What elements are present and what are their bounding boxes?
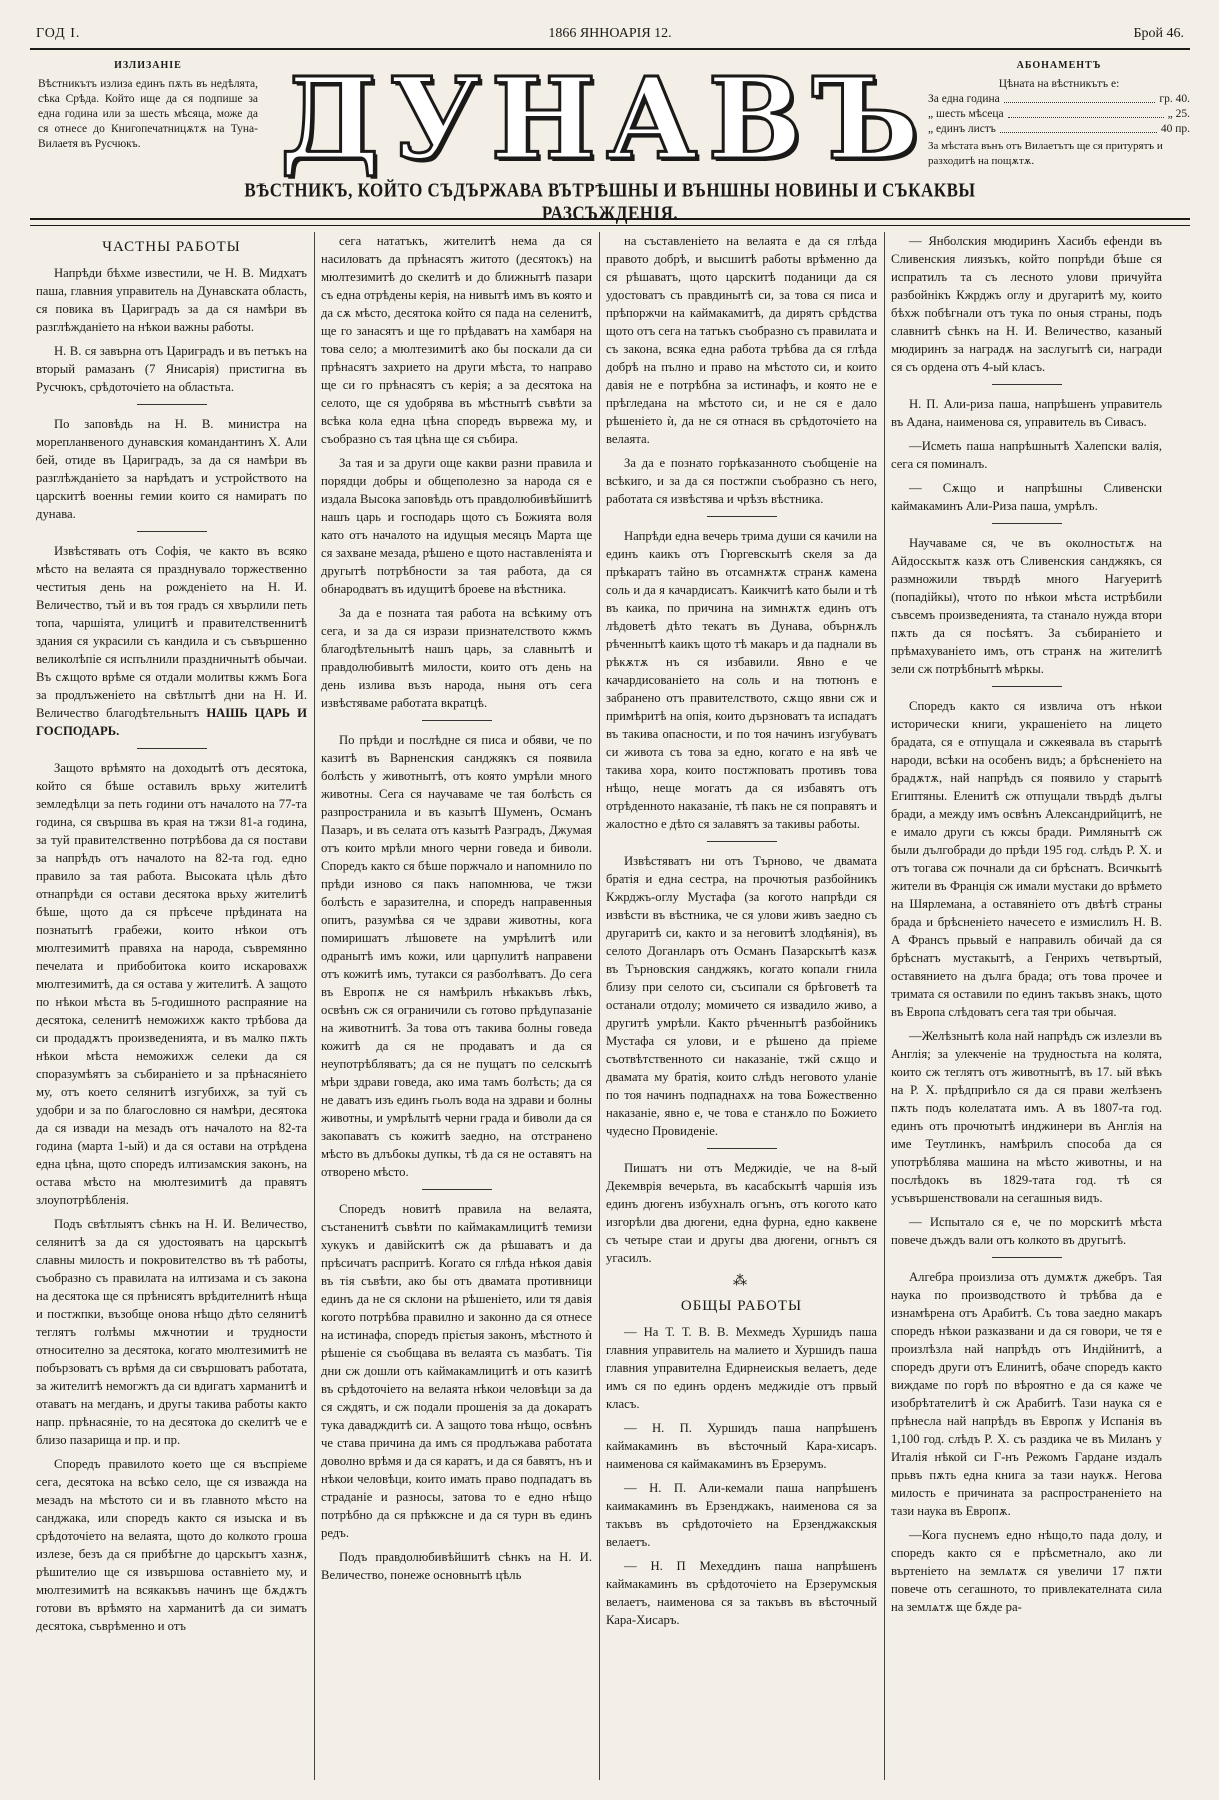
article-divider	[707, 841, 777, 842]
article-divider	[137, 531, 207, 532]
article-paragraph: Алгебра произлиза отъ думѫтѫ джебръ. Тая наука по производството ѝ трѣбва да е изнамѣрена отъ Арабитѣ. Съ това заедно макаръ споредъ нѣкои разказвани и да ся говори, че тя е произлѣзла най напрѣдъ отъ Индійнитѣ, а споредъ други отъ Елинитѣ, обаче споредъ както виждаме по горѣ по вѣроятно е да ся каже че изобрѣтателитѣ ѝ сж Арабитѣ. Тази наука ся е прѣнесла най напрѣдъ въ Европѫ у Испанія въ 1,100 год. слѣдъ Р. Х. съ раздика че въ Миланъ у Италія нѣкой си Г-нъ Режомъ Гардане издалъ прьвъ пѫть една книга за тази наукѫ. Негова милость е причината за распространеніето на тази наука въ Европѫ.	[891, 1270, 1162, 1518]
article-divider	[422, 1189, 492, 1190]
article-paragraph: Споредъ новитѣ правила на велаята, състаненитѣ съвѣти по каймакамлицитѣ темизи хукукъ и давійскитѣ сж да рѣшаватъ и да прѣсичатъ распритѣ. Когато ся глѣда нѣкоя давія въ тія съвѣти, ако бы отъ двамата противници единъ да не ся склони на рѣшеніето, или тя давія когото потрѣбва правилно и законно да ся отнесе на истинафа, споредъ прієтыя законъ, мѣстното ѝ рѣшеніе ся съобщава въ велаята съ мазбатъ. Тія дни сж дошли отъ каймакамлицитѣ и отъ казитѣ въ срѣдоточіето на велаята нѣкои человѣци за да ся сждятъ, и сж подали прошенія за да докаратъ тука давадждитѣ си. А защото това нѣщо, освѣнъ че става причина да имъ ся продлъжава работата доволно врѣмя и да ся каратъ, и да ся бавятъ, нъ и нѣкои человѣци, които имать право подпадатъ въ страданіе и разносы, затова то е едно нѣщо потрѣбно да ся прѣкжсне и да ся турн въ единъ редъ.	[321, 1202, 592, 1540]
article-divider	[707, 516, 777, 517]
article-paragraph: Научаваме ся, че въ околностьтѫ на Айдосскытѫ казѫ отъ Сливенския санджякъ, ся размножили твърдѣ много Нагуеритѣ (попадійкы), чтото по нѣкои мѣста истрѣбили съвсемъ произведенията, та станало нужда втори пѫть да ся посѣятъ. За събираніето и прѣмахуваніето имъ, отъ странѫ на жителитѣ зели сж потрѣбнытѣ мѣркы.	[891, 536, 1162, 676]
article-paragraph: Подъ правдолюбивѣйшитѣ сѣнкъ на Н. И. Величество, понеже основнытѣ цѣль	[321, 1550, 592, 1582]
article-divider	[992, 523, 1062, 524]
article-paragraph: — Н. П. Хуршидъ паша напрѣшенъ каймакаминъ въ вѣсточный Кара-хисаръ. наименова ся каймакаминъ въ Ерзерумъ.	[606, 1421, 877, 1471]
article-divider	[992, 384, 1062, 385]
article-paragraph: По заповѣдь на Н. В. министра на морепланвеного дунавския командантинъ Х. Али бей, отиде въ Цариградъ, за да ся намѣри въ разглѣжданіето за нарѣдатъ и устройството на царскитѣ военны гемии които ся намиратъ по дунава.	[36, 417, 307, 521]
article-paragraph: Н. В. ся завърна отъ Цариградъ и въ петъкъ на вторый рамазанъ (7 Янисарія) пристигна въ Русчюкъ, срѣдоточіето на областьта.	[36, 344, 307, 394]
article-paragraph: Защото врѣмято на доходытѣ отъ десятока, който ся бѣше оставилъ врьху жителитѣ земледѣлци за петь години отъ началото на 77-та година, ся свършва въ края на тжзи 81-а година, за туй правителственно потрѣбова да ся постави за напрѣдъ отъ началото на 82-та год. едно правило за тая работа. Высоката цѣль дѣто отнапрѣди ся остави десятока врьху жителитѣ бѣше, щото да ся прѣсече прѣдината на познатытѣ грабежи, които нѣкои отъ мюлтезимитѣ правяха на народа, съвремянно печелата и прибобитока които искаровахж мюлтезимитѣ, да ся остава у жителитѣ. А защото по нѣкои мѣста въ 5-годишното распраяние на десятока, селенитѣ неможихж както трѣбова да си продадѫтъ произведенията, и въ малко пѫть нѣкои мѣста неможихж селеки да ся споразумѣятъ за събираніето и за прѣнасяніето му, отъ което селянитѣ изгубихж, за туй съ удобри и за по благословно ся намѣри, десятока да ся извади на мезадъ отъ началото на 82-та година (марта 1-ый) и да ся остави на отрѣдена една цѣна, щото споредъ илтизамския законъ, на остава мѣсто на мюлтезимитѣ да правятъ злоупотрѣбленія.	[36, 761, 307, 1207]
publishing-text: Вѣстникътъ излиза единъ пѫть въ недѣлята, сѣка Срѣда. Който ище да ся подпише за една година или за шесть мѣсяца, може да ся отнесе до Книгопечатницѫтѫ на Туна-Вилаетя въ Русчюкъ.	[38, 78, 258, 150]
article-paragraph: Пишатъ ни отъ Меджидіе, че на 8-ый Декемврія вечерьта, въ касабскытѣ чаршія изъ единъ дюгенъ избухналъ огънъ, отъ когото като изгорѣли два дюгени, една фурна, едно каквене съ четыре стаи и другы два дюгени, огньтъ ся угасилъ.	[606, 1161, 877, 1265]
section-title-public: ОБЩЫ РАБОТЫ	[680, 1298, 803, 1314]
subscription-info	[928, 58, 1190, 169]
article-divider	[992, 686, 1062, 687]
column-4	[891, 232, 1162, 1780]
issue-date: 1866 ЯННОАРІЯ 12.	[548, 26, 672, 41]
article-paragraph: Напрѣди бѣхме известили, че Н. В. Мидхатъ паша, главния управитель на Дунавската область, ся повика въ Цариградъ за да ся намѣри въ разглѣжданіето на нѣкои важны работы.	[36, 266, 307, 334]
subscription-row: За една година гр. 40.	[928, 93, 1190, 105]
article-paragraph: Извѣстяватъ ни отъ Търново, че двамата братія и една сестра, на прочютыя разбойникъ Кжрджъ-оглу Мустафа (за когото напрѣди ся извѣсти въ вѣстника, че ся улови живъ заедно съ другаритѣ си, както и за неговитѣ злодѣянія), въ селото Доганларъ отъ Османъ Пазарскытѣ казѫ въ Търновския санджякъ, когато копали гнила близу при селото си, съсипали ся брѣговетѣ та останали отдолу; момичето ся извадило живо, а другитѣ умрѣли. Както рѣченнытѣ разбойникъ Мустафа ся улови, и е рѣшено да пріеме съотвѣтственното си наказаніе, тжй сѫщо и двамата му братія, които слѣдъ неговото уланіе по тоя начинъ подпаднахѫ на това Божественно наказаніе, явно е, че това е станѫло по Божието чудесно Провиденіе.	[606, 854, 877, 1138]
column-rule	[599, 232, 600, 1780]
volume-year: ГОД I.	[36, 26, 81, 41]
article-paragraph: — Н. П. Али-кемали паша напрѣшенъ каимакаминъ въ Ерзенджакъ, наименова ся за такъвъ въ срѣдоточіето на Ерзенджакскыя велаетъ.	[606, 1481, 877, 1549]
article-paragraph: Н. П. Али-риза паша, напрѣшенъ управитель въ Адана, наименова ся, управитель въ Сивасъ.	[891, 397, 1162, 429]
article-paragraph: За да е позната тая работа на всѣкиму отъ сега, и за да ся изрази признателството кжмъ благодѣтельнытѣ нашъ царь, за славнытѣ и правдолюбивытѣ милости, които отъ день на день излива възъ народа, ныня отъ сега извѣстяваме работата вкратцѣ.	[321, 606, 592, 710]
article-divider	[137, 404, 207, 405]
article-paragraph: — Сѫщо и напрѣшны Сливенски каймакаминъ Али-Риза паша, умрѣлъ.	[891, 481, 1162, 513]
masthead-tagline: ВѢСТНИКЪ, КОЙТО СЪДЪРЖАВА ВЪТРѢШНЫ И ВЪНШНЫ НОВИНЫ И СЪКАКВЫ РАЗСЪЖДЕНІЯ.	[244, 179, 976, 224]
article-divider	[137, 748, 207, 749]
column-3	[606, 232, 877, 1780]
subscription-row: „ шесть мѣсеца „ 25.	[928, 108, 1190, 120]
article-paragraph: Споредъ правилото което ще ся въспріеме сега, десятока на всѣко село, ще ся изважда на мезадъ на мѣстото си и въ главното мѣсто на санджака, или споредъ както ся изыска и въ срѣдоточіето на велаята, щото до колкото гроша излезе, безъ да ся прибѣгне до царскытъ хазнѫ, рѣшителио ще ся извършова оставніето му, и мюлтезимитѣ на всякакъвъ начинъ ще бѫдѫтъ готови въ врѣмято на харманитѣ да си зиматъ десятока, съврѣменно и отъ	[36, 1457, 307, 1633]
article-paragraph: Подъ свѣтлыятъ сѣнкъ на Н. И. Величество, селянитѣ за да ся удостояватъ на царскытѣ славны милость и покровителство въ тѣ работы, съобразно съ правилата на илтизама и съ закона на десятока ще ся прѣнисятъ врѣдителнитѣ нѣща и постжпки, възобще онова нѣщо дѣто селянитѣ теглятъ голѣмы мѫчнотии и трудности относително за десятока, когато мюлтезимитѣ не побързоватъ съ врѣмя да си свършоватъ работата, за жителитѣ немогжтъ да си вдигатъ харманитѣ и отаватъ на мегданъ, и другы такива работы както напр. прѣнасяніе, то на десятока до скелитѣ че е близо пазарища и пр. и пр.	[36, 1217, 307, 1447]
publishing-heading: ИЗЛИЗАНІЕ	[114, 60, 182, 71]
article-paragraph: Извѣстявать отъ Софія, че както въ всяко мѣсто на велаята ся празднувало торжественно честитыя день на рожденіето на Н. И. Величество, тъй и въ тоя градъ ся хвърлили петь топа, чаршіята, улицитѣ и правителственнитѣ здания ся украсили съ кандила и съ съвършенно великолѣпіе ся испълнили праздничнытѣ обычаи. Въ сѫщото врѣме ся отдали молитвы кжмъ Бога за продлъженіето на свѣтлытѣ дни на Н. И. Величество благодѣтельнытъ НАШЬ ЦАРЬ И ГОСПОДАРЬ.	[36, 544, 307, 738]
subscription-intro: Цѣната на вѣстникътъ е:	[998, 78, 1120, 90]
article-paragraph: — Испытало ся е, че по морскитѣ мѣста повече дъждъ вали отъ колкото въ другытѣ.	[891, 1215, 1162, 1247]
subscription-heading: АБОНАМЕНТЪ	[1016, 60, 1102, 71]
article-paragraph: Споредъ както ся извлича отъ нѣкои исторически книги, украшеніето на лицето брадата, ся е отпущала и сжкеявала въ старытѣ народи, всѣки на особенъ видъ; а брѣсненіето на брадѫтѫ, най напрѣдъ ся появило у старытѣ Египтяны. Еленитѣ сж отпущали твърдѣ дългы бради, а между имъ освѣнъ Александрийцитѣ, не е имало други съ кжсы бради. Римлянытѣ сж были дългобради до прѣди 195 год. слѣдъ Р. Х. и отъ тогава сж почнали да си брѣснатъ. Всичкытѣ жители въ Франція сж имали мустаки до врѣмето на Шярлемана, а оставяніето отъ двѣтѣ страны брада и брѣсненіето начесето е измислилъ Н. В. А Франсъ прьвый е направилъ обичай да ся брѣснатъ мустакытѣ, а Генрихъ четвъртый, оставянието на дълга брада; отъ това прочее и тримата ся оставили по единъ такъвъ знакъ, щото въ Европа слѣдоватъ сега тая три обычая.	[891, 699, 1162, 1019]
column-rule	[884, 232, 885, 1780]
newspaper-page	[30, 22, 1190, 1782]
publishing-info	[38, 58, 258, 152]
article-paragraph: на съставленіето на велаята е да ся глѣда правото добрѣ, и высшитѣ работы врѣменно да ся рѣшаватъ, щото царскитѣ поданици да ся удостоватъ съ правдинытѣ си, за това ся писа и прѣпоржчи на каймакамитѣ, да дирятъ срѣдства щото отъ сега на татъкъ съобразно съ правилата и съ закона, всяка една работа трѣбва да ся глѣда добрѣ на пълно и право на мѣстото си, и които давія не е потрѣбна за истинафъ, и която не е прѣгледана на мѣстото си, и не ся е дало рѣшеніето ѝ, да не ся отнася въ срѣдоточіето на велаята.	[606, 234, 877, 446]
article-paragraph: — Янболския мюдиринъ Хасибъ ефенди въ Сливенския лиязъкъ, който попрѣди бѣше ся испратилъ та съ лесното улови причуйта разбойнікъ Кжрджъ оглу и другаритѣ му, които бѣхж побѣгнали отъ тука по оныя страны, подъ славнитѣ сѣнкъ на Н. И. Величество, казаный мюдиринъ за наградѫ на заслугытѣ си, награди ся съ ордена отъ 4-ый класъ.	[891, 234, 1162, 374]
column-1	[36, 232, 307, 1780]
ornament-icon: ⁂	[733, 1274, 750, 1289]
column-2	[321, 232, 592, 1780]
article-paragraph: —Желѣзнытѣ кола най напрѣдъ сж излезли въ Англія; за улекченіе на трудностьта на колята, които сж теглятъ отъ животнытѣ, въ 17. ый вѣкъ на Р. Х. прѣдприѣло ся да ся прави желѣзенъ пѫть подъ колелатата имъ. А въ 1807-та год. единъ отъ прочютытѣ инджинери въ Англія на име Теутлинкъ, намѣрилъ способа да ся употрѣблява машина на мѣсто животны, и на послѣдокъ въ 1829-тата год. тѣ ся усъвършенствовали на сегашныя видъ.	[891, 1029, 1162, 1205]
section-title-private: ЧАСТНЫ РАБОТЫ	[102, 239, 241, 255]
article-divider	[422, 720, 492, 721]
masthead-rule	[30, 218, 1190, 226]
article-paragraph: По прѣди и послѣдне ся писа и обяви, че по казитѣ въ Варненския санджякъ ся появила болѣсть у животнытѣ, отъ която умрѣли много животны. Сега ся научаваме че тая болѣсть ся разпространила и въ казытѣ Шуменъ, Османъ Пазаръ, и въ селата отъ казытѣ Разградъ, Джумая отъ които мрѣли много черни говеда и биволи. Споредъ както ся бѣше поржчало и напомнило по прѣди изново ся пакъ напомнюва, че тжзи болѣсть е заразителна, и споредъ направенныя опитъ, разумѣва ся че здрави животны, кога помиришатъ лѣшовете на умрѣлитѣ или одранытѣ имъ кожи, или царпулитѣ направени отъ кожитѣ имъ, тутакси ся разболѣватъ. До сега въ Европѫ не ся намѣрилъ нѣкакъвъ лѣкъ, освѣнъ сж ся ограничили съ готово прѣдупазаніе на животнитѣ. За това отъ такива болны говеда кожитѣ да ся не продаватъ и да ся неупотрѣбляватъ; да ся не пущатъ по селскытѣ мѣри здрави говеда, ако има тамъ болѣсть; да ся не даватъ изъ единъ гьолъ вода на здрави и болны животны, и умрѣлытѣ черни града и биволи да ся закопаватъ съ кожитѣ заедно, на отстранено мѣсто въ длъбокы дупкы, тѣ да ся не оставятъ на отворено мѣсто.	[321, 733, 592, 1179]
article-paragraph: —Исметь паша напрѣшнытѣ Халепски валія, сега ся поминалъ.	[891, 439, 1162, 471]
issue-number: Брой 46.	[1133, 26, 1184, 41]
article-paragraph: За тая и за други още какви разни правила и порядци добры и общеполезно за народа ся е издала Высока заповѣдь отъ правдолюбивѣйшитѣ нашъ царь и господарь щото съ Божията воля като отъ началото на идущыя месяцъ Марта ще ся захване мезада, рѣшено е щото наставленіята и другытѣ потрѣбности за тая работа, да ся обнародватъ въ идущитѣ броеве на вѣстника.	[321, 456, 592, 596]
article-divider	[707, 1148, 777, 1149]
article-paragraph: — Н. П Мехеддинъ паша напрѣшенъ каймакаминъ въ срѣдоточіето на Ерзерумскыя велаетъ, наименова ся за такъвъ въ вѣсточный Кара-Хисаръ.	[606, 1559, 877, 1627]
subscription-note: За мѣстата вънъ отъ Вилаетътъ ще ся притурятъ и разходитѣ на пощѫтѫ.	[928, 140, 1163, 167]
article-paragraph: сега нататъкъ, жителитѣ нема да ся насиловатъ да прѣнасятъ житото (десятокъ) на мюлтезимитѣ до скелитѣ и до ближнытѣ пазари съ една отрѣдены керія, на нивытѣ имъ въ която и да сѫ мѣсто, десятока който ся пада на селенитѣ, ще го занасятъ и ще го прѣдаватъ на хамбаря на това село; а мюлтезимитѣ ако бы поскали да си прѣнасятъ захрието на други мѣста, то направо ще си го прѣнасятъ съ керія; а за десятока на селото, ще ся удобрява въ мѣстнытѣ съвѣти за всѣка кола една цѣна споредъ вървежа му, и съобразно съ тая цѣна ще ся събира.	[321, 234, 592, 446]
article-paragraph: За да е познато горѣказанното съобщеніе на всѣкиго, и за да ся постжпи съобразно съ него, работата ся извѣстява и чрѣзъ вѣстника.	[606, 456, 877, 506]
article-paragraph: —Кога пуснемъ едно нѣщо,то пада долу, и споредъ както ся е прѣсметнало, ако ли въртеніето на землѧтѫ ся увеличи 17 пѫти повече отъ сегашното, то привлекателната сила на землѧтѫ ще бѫде ра-	[891, 1528, 1162, 1614]
subscription-row: „ единъ листъ 40 пр.	[928, 123, 1190, 135]
article-divider	[992, 1257, 1062, 1258]
article-paragraph: — На Т. Т. В. В. Мехмедъ Хуршидъ паша главния управитель на малието и Хуршидъ паша главния управителна Едирнеискыя велаетъ, деде имъ ся по единъ орденъ меджидіе отъ првый класъ.	[606, 1325, 877, 1411]
issue-bar	[30, 22, 1190, 50]
column-rule	[314, 232, 315, 1780]
masthead-title: ДУНАВЪ	[280, 54, 930, 185]
emphasis-text: НАШЬ ЦАРЬ И ГОСПОДАРЬ.	[36, 706, 307, 738]
article-paragraph: Напрѣди една вечерь трима души ся качили на единъ каикъ отъ Гюргевскытѣ скеля за да прѣкаратъ тайно въ отсамнѫтѫ странѫ камена соль и да я качардисатъ. Каикчитѣ като были и тѣ въ каика, по причина на зимнѫтѫ единъ отъ лѣдоветѣ дѣто текатъ въ Дунава, обърнѫлъ рѣченнытѣ каикъ щото тѣ макаръ и да паднали въ рѣкѫтѫ нъ ся избавили. Явно е че качардисованіето на соль и на тютюнъ е забранено отъ правителството, сѫщо явни сж и примѣритѣ на опія, които дързноватъ та испадатъ въ такива опасности, и по тоя начинъ изгубуватъ си живота съ това за едно, когато е на явѣ че такива хора, които постжповатъ противъ това нѣщо, неще могатъ да ся избавятъ отъ отрѣденното наказаніе, тѣ пакъ не ся поправятъ и жалостно е дѣто ся залавятъ за такивы работы.	[606, 529, 877, 831]
